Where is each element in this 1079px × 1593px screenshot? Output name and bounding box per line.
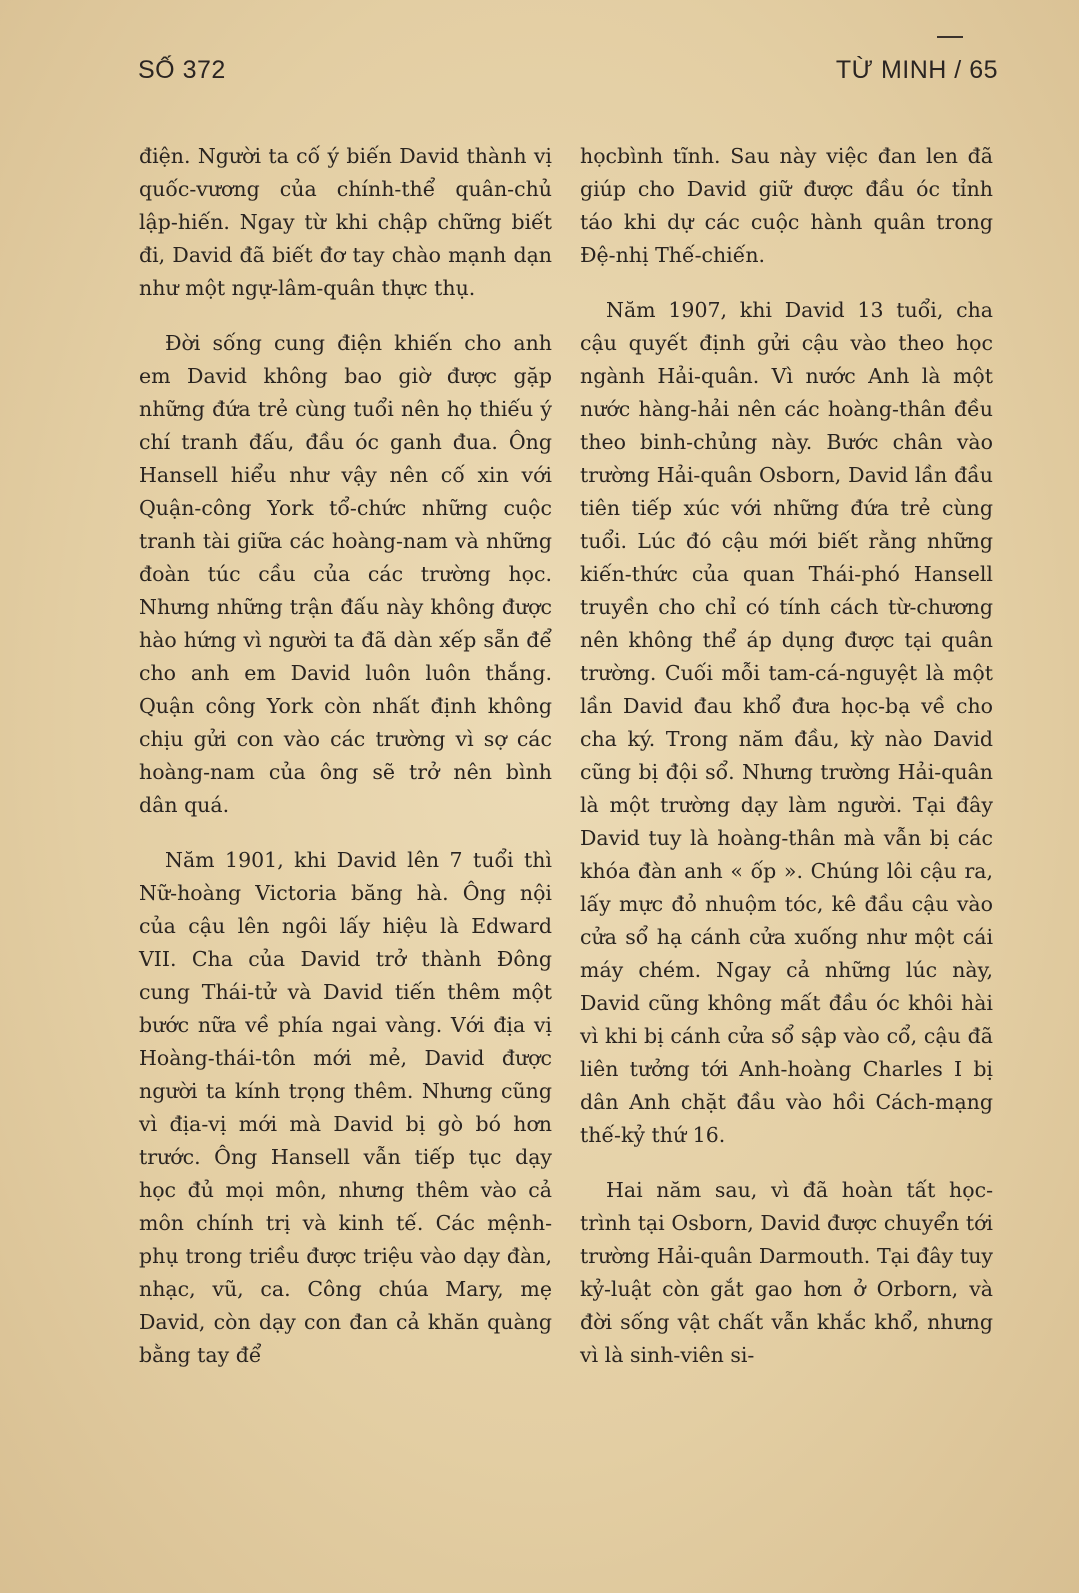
left-column xyxy=(139,140,552,1394)
paragraph: Đời sống cung điện khiến cho anh em David không bao giờ được gặp những đứa trẻ cùng tuổi nên họ thiếu ý chí tranh đấu, đầu óc ganh đua. Ông Hansell hiểu như vậy nên cố xin với Quận-công York tổ-chức những cuộc tranh tài giữa các hoàng-nam và những đoàn túc cầu của các trường học. Nhưng những trận đấu này không được hào hứng vì người ta đã dàn xếp sẵn để cho anh em David luôn luôn thắng. Quận công York còn nhất định không chịu gửi con vào các trường vì sợ các hoàng-nam của ông sẽ trở nên bình dân quá. xyxy=(139,331,552,817)
paragraph: Năm 1901, khi David lên 7 tuổi thì Nữ-hoàng Victoria băng hà. Ông nội của cậu lên ngôi lấy hiệu là Edward VII. Cha của David trở thành Đông cung Thái-tử và David tiến thêm một bước nữa về phía ngai vàng. Với địa vị Hoàng-thái-tôn mới mẻ, David được người ta kính trọng thêm. Nhưng cũng vì địa-vị mới mà David bị gò bó hơn trước. Ông Hansell vẫn tiếp tục dạy học đủ mọi môn, nhưng thêm vào cả môn chính trị và kinh tế. Các mệnh-phụ trong triều được triệu vào dạy đàn, nhạc, vũ, ca. Công chúa Mary, mẹ David, còn dạy con đan cả khăn quàng bằng tay để xyxy=(139,848,552,1367)
page-header xyxy=(138,56,998,85)
issue-number: SỐ 372 xyxy=(138,56,226,84)
paragraph: họcbình tĩnh. Sau này việc đan len đã giúp cho David giữ được đầu óc tỉnh táo khi dự các cuộc hành quân trong Đệ-nhị Thế-chiến. xyxy=(580,144,993,267)
paragraph: điện. Người ta cố ý biến David thành vị quốc-vương của chính-thể quân-chủ lập-hiến. Ngay từ khi chập chững biết đi, David đã biết đơ tay chào mạnh dạn như một ngự-lâm-quân thực thụ. xyxy=(139,144,552,300)
author-page-number: TỪ MINH / 65 xyxy=(835,56,998,84)
header-rule xyxy=(937,36,963,38)
right-column xyxy=(580,140,993,1394)
paragraph: Hai năm sau, vì đã hoàn tất học-trình tại Osborn, David được chuyển tới trường Hải-quân Darmouth. Tại đây tuy kỷ-luật còn gắt gao hơn ở Orborn, và đời sống vật chất vẫn khắc khổ, nhưng vì là sinh-viên si- xyxy=(580,1178,993,1367)
paragraph: Năm 1907, khi David 13 tuổi, cha cậu quyết định gửi cậu vào theo học ngành Hải-quân. Vì nước Anh là một nước hàng-hải nên các hoàng-thân đều theo binh-chủng này. Bước chân vào trường Hải-quân Osborn, David lần đầu tiên tiếp xúc với những đứa trẻ cùng tuổi. Lúc đó cậu mới biết rằng những kiến-thức của quan Thái-phó Hansell truyền cho chỉ có tính cách từ-chương nên không thể áp dụng được tại quân trường. Cuối mỗi tam-cá-nguyệt là một lần David đau khổ đưa học-bạ về cho cha ký. Trong năm đầu, kỳ nào David cũng bị đội sổ. Nhưng trường Hải-quân là một trường dạy làm người. Tại đây David tuy là hoàng-thân mà vẫn bị các khóa đàn anh « ốp ». Chúng lôi cậu ra, lấy mực đỏ nhuộm tóc, kê đầu cậu vào cửa sổ hạ cánh cửa xuống như một cái máy chém. Ngay cả những lúc này, David cũng không mất đầu óc khôi hài vì khi bị cánh cửa sổ sập vào cổ, cậu đã liên tưởng tới Anh-hoàng Charles I bị dân Anh chặt đầu vào hồi Cách-mạng thế-kỷ thứ 16. xyxy=(580,298,993,1147)
